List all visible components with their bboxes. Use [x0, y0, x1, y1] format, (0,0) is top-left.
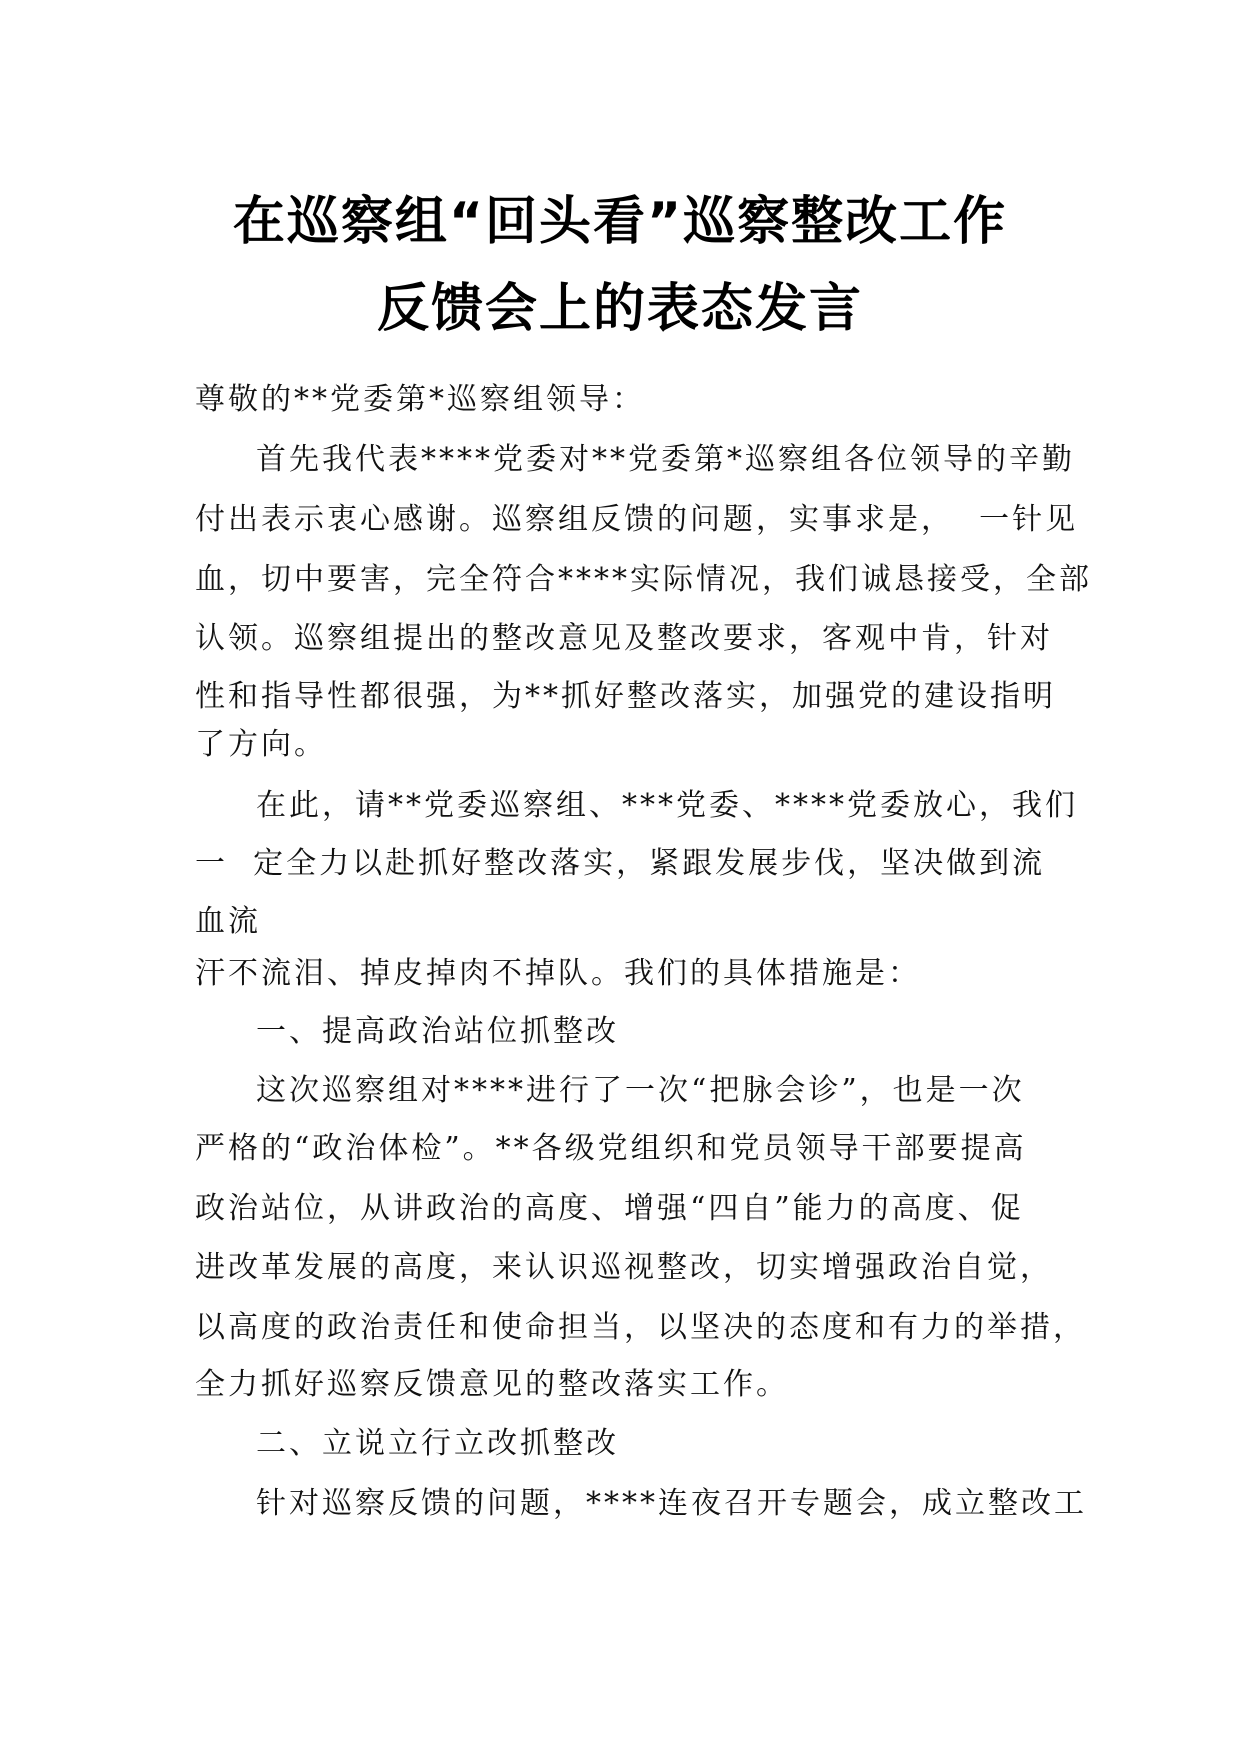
- paragraph-line: 汗不流泪、掉皮掉肉不掉队。我们的具体措施是：: [195, 956, 921, 991]
- paragraph-line: 在此，请**党委巡察组、***党委、****党委放心，我们: [256, 788, 1078, 823]
- paragraph-line: 以高度的政治责任和使命担当，以坚决的态度和有力的举措，: [195, 1310, 1086, 1345]
- paragraph-line: 首先我代表****党委对**党委第*巡察组各位领导的辛勤: [256, 442, 1075, 477]
- paragraph-line: 政治站位，从讲政治的高度、增强“四自”能力的高度、促: [195, 1191, 1024, 1226]
- paragraph-line: 一 定全力以赴抓好整改落实，紧跟发展步伐，坚决做到流: [195, 846, 1046, 881]
- paragraph-line: 血流: [195, 904, 261, 939]
- paragraph-line: 认领。巡察组提出的整改意见及整改要求，客观中肯，针对: [195, 621, 1053, 656]
- paragraph-line: 全力抓好巡察反馈意见的整改落实工作。: [195, 1367, 789, 1402]
- paragraph-line: 血，切中要害，完全符合****实际情况，我们诚恳接受，全部: [195, 562, 1092, 597]
- paragraph-line: 进改革发展的高度，来认识巡视整改，切实增强政治自觉，: [195, 1250, 1053, 1285]
- paragraph-line: 了方向。: [195, 727, 327, 762]
- section-heading-1: 一、提高政治站位抓整改: [256, 1014, 619, 1049]
- paragraph-line: 严格的“政治体检”。**各级党组织和党员领导干部要提高: [195, 1131, 1027, 1166]
- document-title-line-1: 在巡察组“回头看”巡察整改工作: [232, 192, 1008, 252]
- paragraph-line: 针对巡察反馈的问题，****连夜召开专题会，成立整改工: [256, 1486, 1087, 1521]
- section-heading-2: 二、立说立行立改抓整改: [256, 1426, 619, 1461]
- paragraph-line: 这次巡察组对****进行了一次“把脉会诊”，也是一次: [256, 1073, 1025, 1108]
- salutation: 尊敬的**党委第*巡察组领导：: [195, 382, 645, 417]
- paragraph-line: 付出表示衷心感谢。巡察组反馈的问题，实事求是， 一针见: [195, 502, 1079, 537]
- document-title-line-2: 反馈会上的表态发言: [376, 279, 863, 339]
- paragraph-line: 性和指导性都很强，为**抓好整改落实，加强党的建设指明: [195, 679, 1056, 714]
